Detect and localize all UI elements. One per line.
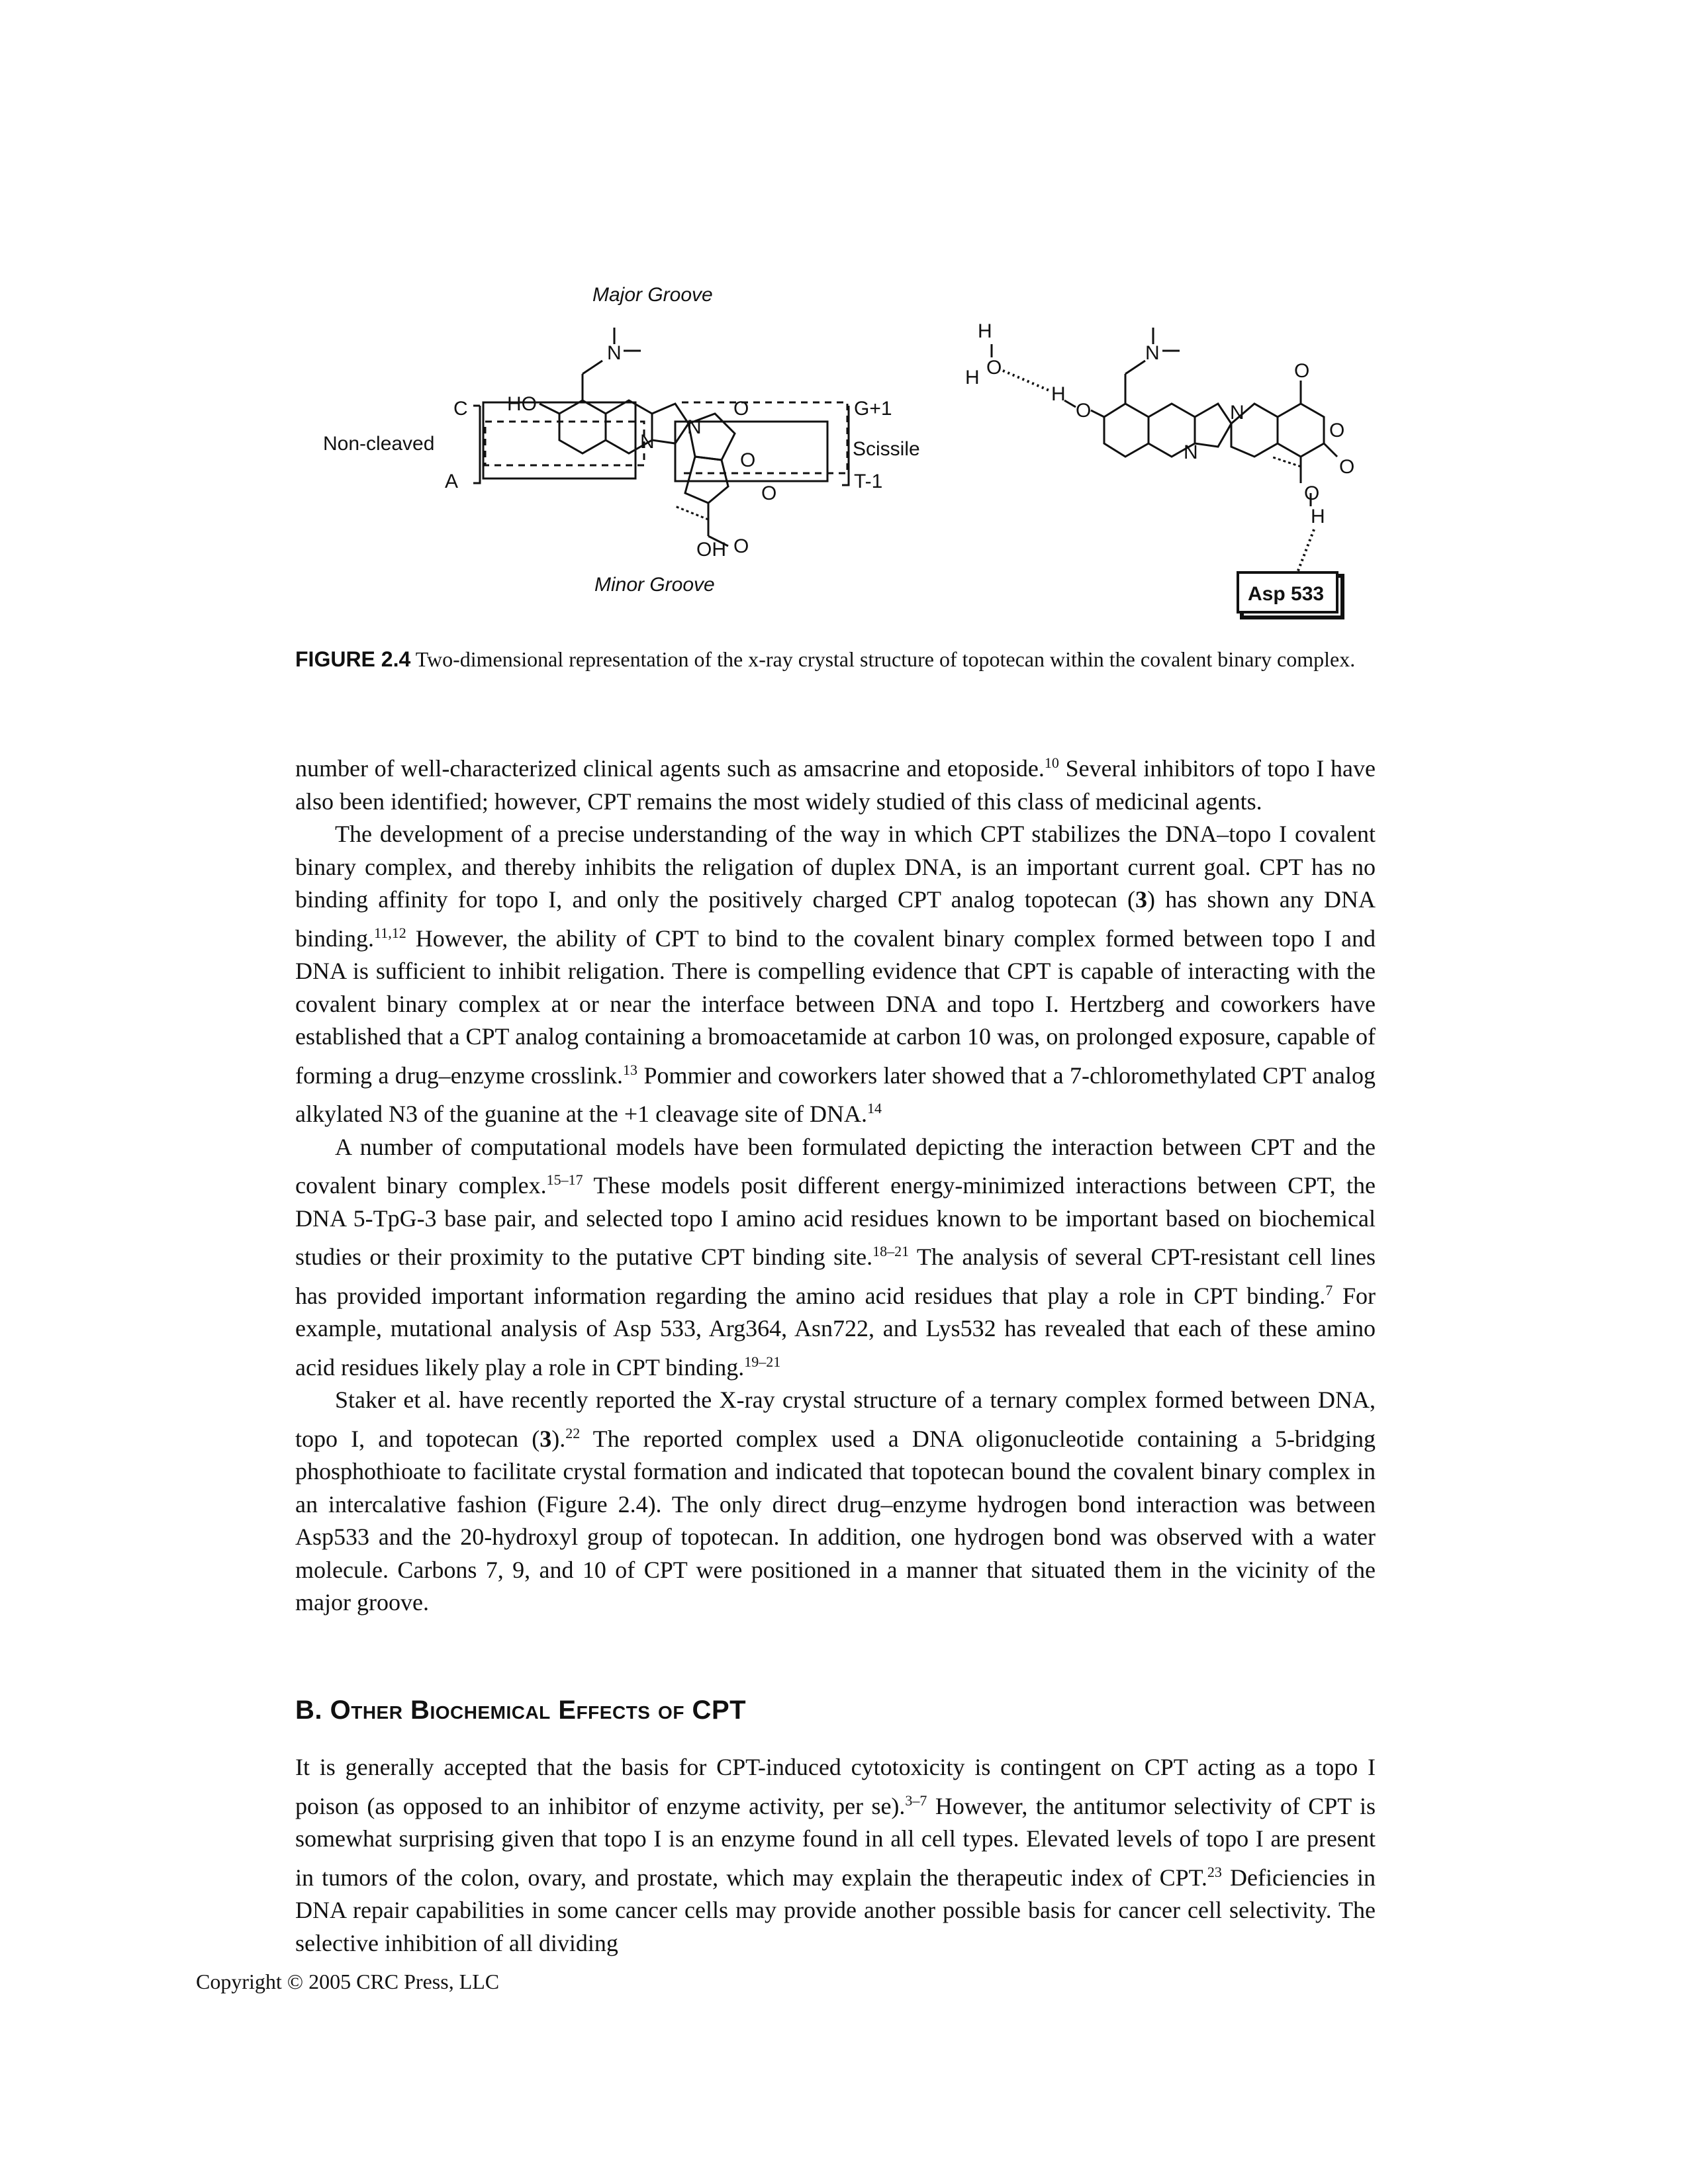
base-g1-label: G+1 [854, 398, 892, 420]
p2-text-a: The development of a precise understanding of the way in which CPT stabilizes the DNA–topo I covalent binary complex, and thereby inhibits the religation of duplex DNA, is an important current goal. CPT has no binding affinity for topo I, and only the positively charged CPT analog topotecan ( [295, 821, 1376, 913]
o2-atom: O [740, 449, 756, 471]
ho-atom: HO [507, 393, 537, 415]
base-a-label: A [445, 471, 459, 492]
o1-atom: O [733, 398, 749, 420]
ho-bond [539, 404, 559, 414]
n-ring2-atom: N [687, 416, 702, 438]
water-h2-atom: H [965, 367, 980, 388]
caption-label: FIGURE 2.4 [295, 647, 411, 671]
r-ring-a [1104, 404, 1149, 457]
r-ring-e [1278, 404, 1324, 457]
figure-caption [295, 645, 1374, 673]
water-o-atom: O [986, 357, 1002, 379]
ethyl-bond [675, 506, 708, 520]
p2-ref-3: 14 [867, 1100, 882, 1116]
ring-e [685, 457, 728, 503]
p1-text-b: Several inhibitors of topo I have also been identified; however, CPT remains the most widely studied of this class of medicinal agents. [295, 755, 1376, 815]
asp-hbond [1297, 529, 1314, 572]
section-text-c: Deficiencies in DNA repair capabilities in some cancer cells may provide another possible basis for cancer cell selectivity. The selective inhibition of all dividing [295, 1864, 1376, 1956]
paragraph-4 [295, 1384, 1376, 1619]
p3-text-a: A number of computational models have been formulated depicting the interaction between CPT and the covalent binary complex. [295, 1133, 1376, 1199]
p4-ref-1: 22 [565, 1424, 581, 1441]
p3-text-d: For example, mutational analysis of Asp 533, Arg364, Asn722, and Lys532 has revealed that each of these amino acid residues likely play a role in CPT binding. [295, 1282, 1376, 1381]
o3-atom: O [761, 482, 777, 504]
r-ethyl-bond [1271, 457, 1301, 467]
paragraph-2 [295, 818, 1376, 1131]
r-ring-c [1195, 404, 1231, 447]
r-h-hydroxyl-atom: H [1311, 506, 1325, 527]
p2-text-d: Pommier and coworkers later showed that a 7-chloromethylated CPT analog alkylated N3 of the guanine at the +1 cleavage site of DNA. [295, 1062, 1376, 1127]
p3-text-b: These models posit different energy-minimized interactions between CPT, the DNA 5-TpG-3 base pair, and selected topo I amino acid residues known to be important based on biochemical studies or their proximity to the putative CPT binding site. [295, 1172, 1376, 1270]
water-h1-atom: H [978, 320, 992, 342]
scissile-dashed-box [682, 402, 847, 473]
r-o-hydroxyl-atom: O [1304, 482, 1320, 504]
left-panel [323, 284, 920, 596]
non-cleaved-label: Non-cleaved [323, 433, 435, 455]
p3-ref-3: 7 [1325, 1281, 1333, 1298]
caption-text: Two-dimensional representation of the x-ray crystal structure of topotecan within the covalent binary complex. [415, 647, 1356, 671]
ring-c [652, 404, 688, 443]
r-o-carbonyl-atom: O [1294, 360, 1310, 382]
p1-ref-1: 10 [1044, 754, 1059, 771]
ring-a [559, 400, 606, 453]
oh-atom: OH [696, 539, 726, 561]
p3-text-c: The analysis of several CPT-resistant cell lines has provided important information regarding the amino acid residues that play a role in CPT binding. [295, 1244, 1376, 1309]
r-n-amine-atom: N [1145, 342, 1160, 364]
section-ref-1: 3–7 [905, 1792, 927, 1809]
p4-text-b: ). [551, 1425, 566, 1452]
p2-text-c: However, the ability of CPT to bind to the covalent binary complex formed between topo I and DNA is sufficient to inhibit religation. There is compelling evidence that CPT is capable of interacting with the covalent binary complex at or near the interface between DNA and topo I. Hertzberg and coworkers have established that a CPT analog containing a bromoacetamide at carbon 10 was, on prolonged exposure, capable of forming a drug–enzyme crosslink. [295, 925, 1376, 1089]
r-o-ring-atom: O [1329, 420, 1345, 441]
paragraph-1 [295, 747, 1376, 818]
p3-ref-2: 18–21 [872, 1243, 910, 1259]
p2-ref-2: 13 [623, 1061, 638, 1078]
copyright-footer: Copyright © 2005 CRC Press, LLC [196, 1970, 500, 1993]
figure-2-4 [291, 275, 1377, 632]
r-n-ring2-atom: N [1230, 402, 1244, 424]
section-text-a: It is generally accepted that the basis for CPT-induced cytotoxicity is contingent on CPT acting as a topo I poison (as opposed to an inhibitor of enzyme activity, per se). [295, 1754, 1376, 1819]
p1-text-a: number of well-characterized clinical agents such as amsacrine and etoposide. [295, 755, 1045, 782]
hbond-h-atom: H [1051, 383, 1066, 405]
minor-groove-label: Minor Groove [594, 574, 715, 596]
p3-ref-4: 19–21 [744, 1353, 781, 1370]
section-ref-2: 23 [1207, 1863, 1222, 1880]
phenol-ring-bond [1091, 410, 1104, 417]
ch2-bond [583, 361, 602, 374]
p3-ref-1: 15–17 [546, 1171, 583, 1188]
p4-text-a: Staker et al. have recently reported the X-ray crystal structure of a ternary complex formed between DNA, topo I, and topotecan ( [295, 1387, 1376, 1452]
asp533-label: Asp 533 [1248, 583, 1325, 605]
r-o-lactone-atom: O [1339, 456, 1355, 478]
r-ch2 [1125, 361, 1145, 374]
section-text-b: However, the antitumor selectivity of CPT is somewhat surprising given that topo I is an enzyme found in all cell types. Elevated levels of topo I are present in tumors of the colon, ovary, and prostate, which may explain the therapeutic index of CPT. [295, 1792, 1376, 1891]
body-text [295, 747, 1376, 1619]
paragraph-3 [295, 1131, 1376, 1385]
p2-text-b: ) has shown any DNA binding. [295, 886, 1376, 952]
p2-ref-1: 11,12 [374, 924, 406, 941]
base-c-label: C [453, 398, 468, 420]
right-panel [965, 320, 1354, 617]
n-ring1-atom: N [640, 431, 655, 453]
base-t1-label: T-1 [854, 471, 883, 492]
r-lactone-bond [1324, 443, 1337, 457]
section-body [295, 1751, 1376, 1960]
scissile-label: Scissile [853, 438, 920, 460]
p4-compound-3: 3 [539, 1425, 552, 1452]
phenol-o-atom: O [1076, 400, 1092, 422]
water-hbond [1003, 371, 1049, 390]
topotecan-structure-diagram [291, 275, 1377, 632]
p4-text-c: The reported complex used a DNA oligonucleotide containing a 5-bridging phosphothioate to facilitate crystal formation and indicated that topotecan bound the covalent binary complex in an intercalative fashion (Figure 2.4). The only direct drug–enzyme hydrogen bond interaction was between Asp533 and the 20-hydroxyl group of topotecan. In addition, one hydrogen bond was observed with a water molecule. Carbons 7, 9, and 10 of CPT were positioned in a manner that situated them in the vicinity of the major groove. [295, 1425, 1376, 1615]
section-paragraph [295, 1751, 1376, 1960]
n-amine-atom: N [607, 342, 622, 364]
left-bracket [473, 406, 480, 483]
o4-atom: O [733, 535, 749, 557]
phenol-h-bond [1064, 400, 1076, 407]
r-n-ring1-atom: N [1184, 441, 1198, 463]
p2-compound-3: 3 [1135, 886, 1148, 913]
section-heading: B. Other Biochemical Effects of CPT [295, 1696, 747, 1725]
major-groove-label: Major Groove [592, 284, 713, 306]
